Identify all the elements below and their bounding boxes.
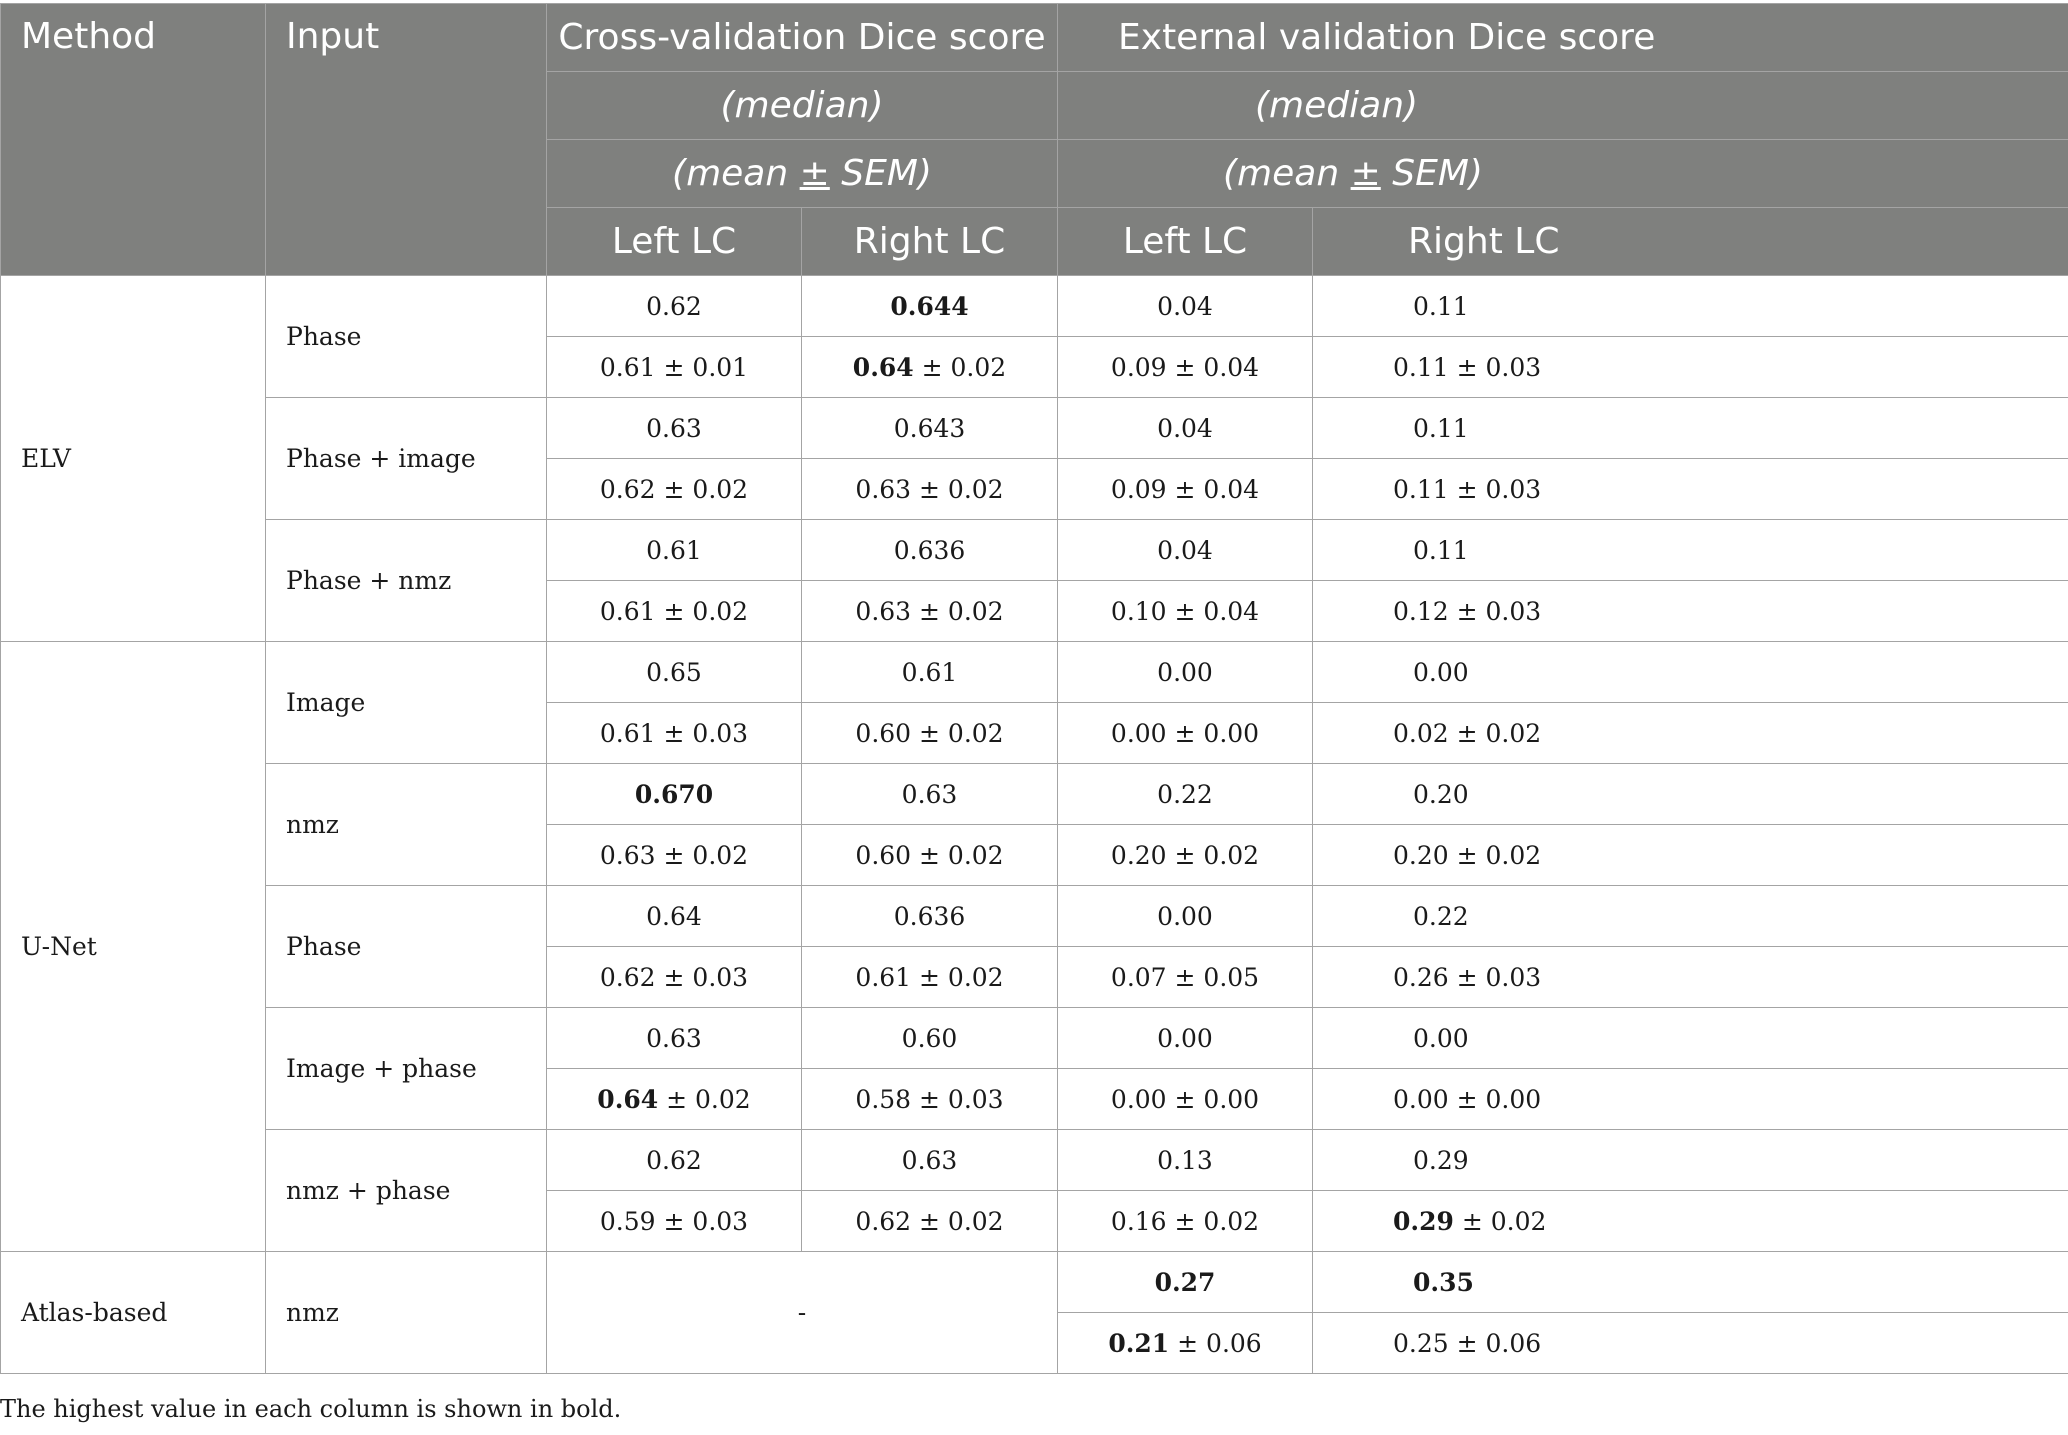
value-cell: 0.20 ± 0.02 <box>1058 825 1313 886</box>
value-cell: 0.09 ± 0.04 <box>1058 337 1313 398</box>
table-row <box>1 642 2068 703</box>
value-cell: 0.20 <box>1313 764 2068 825</box>
input-cell: Phase <box>266 886 547 1008</box>
value-cell: 0.62 ± 0.02 <box>802 1191 1058 1252</box>
value-cell: 0.61 <box>547 520 802 581</box>
value-cell: 0.25 ± 0.06 <box>1313 1313 2068 1374</box>
value-cell: 0.64 ± 0.02 <box>802 337 1058 398</box>
value-cell: 0.643 <box>802 398 1058 459</box>
value-cell: 0.11 <box>1313 276 2068 337</box>
value-cell: 0.59 ± 0.03 <box>547 1191 802 1252</box>
value-cell: 0.16 ± 0.02 <box>1058 1191 1313 1252</box>
value-cell: 0.60 <box>802 1008 1058 1069</box>
value-cell: 0.64 <box>547 886 802 947</box>
value-cell: 0.63 ± 0.02 <box>802 581 1058 642</box>
value-cell: 0.63 <box>547 1008 802 1069</box>
value-cell: 0.62 <box>547 1130 802 1191</box>
table-row <box>1 520 2068 581</box>
value-cell: 0.62 ± 0.03 <box>547 947 802 1008</box>
value-cell: 0.22 <box>1313 886 2068 947</box>
value-cell: 0.04 <box>1058 276 1313 337</box>
value-cell: 0.11 ± 0.03 <box>1313 459 2068 520</box>
input-cell: nmz <box>266 1252 547 1374</box>
value-cell: 0.10 ± 0.04 <box>1058 581 1313 642</box>
input-cell: Phase <box>266 276 547 398</box>
table-row <box>1 764 2068 825</box>
value-cell: 0.61 <box>802 642 1058 703</box>
table-footnote: The highest value in each column is shown in bold. <box>0 1395 622 1423</box>
header-method: Method <box>1 4 266 276</box>
value-cell: 0.00 ± 0.00 <box>1313 1069 2068 1130</box>
method-cell: U-Net <box>1 642 266 1252</box>
results-table <box>0 3 2068 1374</box>
value-cell: 0.636 <box>802 886 1058 947</box>
value-cell: 0.63 <box>802 1130 1058 1191</box>
value-cell: 0.63 ± 0.02 <box>547 825 802 886</box>
value-cell: 0.29 <box>1313 1130 2068 1191</box>
value-cell: 0.65 <box>547 642 802 703</box>
value-cell: 0.64 ± 0.02 <box>547 1069 802 1130</box>
value-cell: 0.644 <box>802 276 1058 337</box>
input-cell: Phase + image <box>266 398 547 520</box>
value-cell: 0.07 ± 0.05 <box>1058 947 1313 1008</box>
table-row <box>1 1252 2068 1313</box>
table-body <box>1 276 2068 1374</box>
value-cell: 0.11 ± 0.03 <box>1313 337 2068 398</box>
table-row <box>1 1008 2068 1069</box>
table-row <box>1 276 2068 337</box>
value-cell: 0.00 ± 0.00 <box>1058 1069 1313 1130</box>
value-cell: 0.27 <box>1058 1252 1313 1313</box>
input-cell: nmz + phase <box>266 1130 547 1252</box>
value-cell: 0.04 <box>1058 520 1313 581</box>
value-cell: 0.26 ± 0.03 <box>1313 947 2068 1008</box>
value-cell: 0.00 <box>1313 1008 2068 1069</box>
value-cell: 0.11 <box>1313 520 2068 581</box>
value-cell: 0.04 <box>1058 398 1313 459</box>
method-cell: ELV <box>1 276 266 642</box>
header-cv-left-lc: Left LC <box>547 208 802 276</box>
value-cell: 0.636 <box>802 520 1058 581</box>
value-cell: 0.63 ± 0.02 <box>802 459 1058 520</box>
input-cell: Image <box>266 642 547 764</box>
value-cell: 0.58 ± 0.03 <box>802 1069 1058 1130</box>
value-cell: 0.00 <box>1313 642 2068 703</box>
header-ext-title: External validation Dice score <box>1058 4 2068 72</box>
value-cell: 0.61 ± 0.03 <box>547 703 802 764</box>
header-ext-left-lc: Left LC <box>1058 208 1313 276</box>
table-row <box>1 886 2068 947</box>
value-cell: 0.60 ± 0.02 <box>802 703 1058 764</box>
header-cv-mean: (mean ± SEM) <box>547 140 1058 208</box>
table-row <box>1 398 2068 459</box>
value-cell: 0.20 ± 0.02 <box>1313 825 2068 886</box>
value-cell: 0.61 ± 0.02 <box>802 947 1058 1008</box>
value-cell: 0.00 ± 0.00 <box>1058 703 1313 764</box>
value-cell: 0.00 <box>1058 886 1313 947</box>
value-cell: 0.62 ± 0.02 <box>547 459 802 520</box>
value-cell: 0.61 ± 0.02 <box>547 581 802 642</box>
value-cell: 0.63 <box>547 398 802 459</box>
header-cv-right-lc: Right LC <box>802 208 1058 276</box>
value-cell: 0.62 <box>547 276 802 337</box>
value-cell: 0.00 <box>1058 1008 1313 1069</box>
header-ext-median: (median) <box>1058 72 2068 140</box>
value-cell: 0.29 ± 0.02 <box>1313 1191 2068 1252</box>
value-cell: 0.60 ± 0.02 <box>802 825 1058 886</box>
header-cv-title: Cross-validation Dice score <box>547 4 1058 72</box>
value-cell: - <box>547 1252 1058 1374</box>
input-cell: Image + phase <box>266 1008 547 1130</box>
value-cell: 0.11 <box>1313 398 2068 459</box>
value-cell: 0.12 ± 0.03 <box>1313 581 2068 642</box>
method-cell: Atlas-based <box>1 1252 266 1374</box>
value-cell: 0.09 ± 0.04 <box>1058 459 1313 520</box>
value-cell: 0.00 <box>1058 642 1313 703</box>
value-cell: 0.61 ± 0.01 <box>547 337 802 398</box>
header-cv-median: (median) <box>547 72 1058 140</box>
header-ext-mean: (mean ± SEM) <box>1058 140 2068 208</box>
header-ext-right-lc: Right LC <box>1313 208 2068 276</box>
value-cell: 0.13 <box>1058 1130 1313 1191</box>
value-cell: 0.21 ± 0.06 <box>1058 1313 1313 1374</box>
input-cell: Phase + nmz <box>266 520 547 642</box>
value-cell: 0.02 ± 0.02 <box>1313 703 2068 764</box>
value-cell: 0.35 <box>1313 1252 2068 1313</box>
value-cell: 0.63 <box>802 764 1058 825</box>
input-cell: nmz <box>266 764 547 886</box>
table-row <box>1 1130 2068 1191</box>
header-input: Input <box>266 4 547 276</box>
value-cell: 0.670 <box>547 764 802 825</box>
value-cell: 0.22 <box>1058 764 1313 825</box>
